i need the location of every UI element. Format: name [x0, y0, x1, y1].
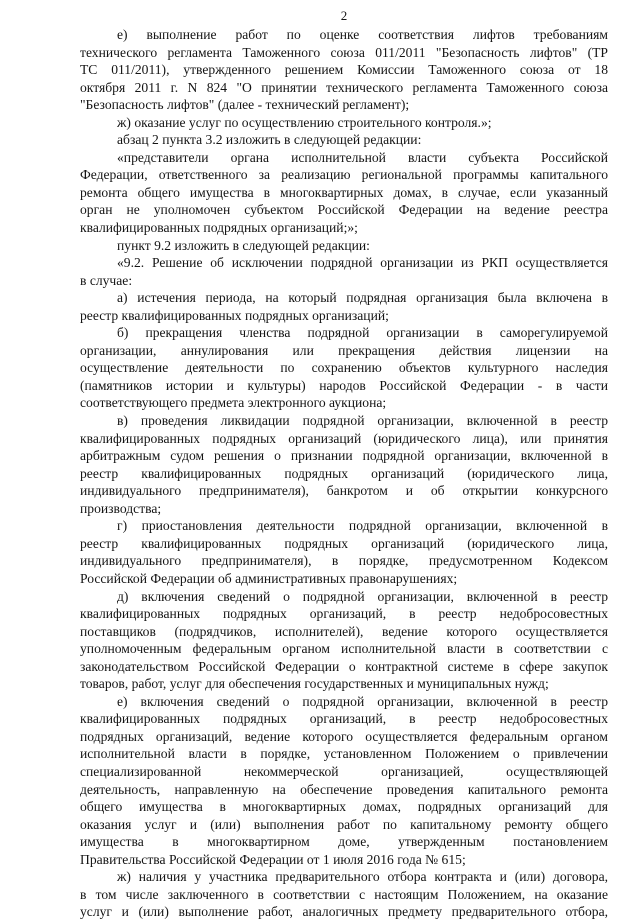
text-line: ТС 011/2011), утвержденного решением Комиссии Таможенного союза от 18	[80, 62, 608, 78]
text-line: квалифицированных подрядных организаций;»;	[80, 220, 358, 236]
text-line: имущества в многоквартирном доме, утвержденным постановлением	[80, 834, 608, 850]
text-line: д) включения сведений о подрядной организации, включенной в реестр	[117, 588, 608, 604]
text-line: уполномоченным федеральным органом исполнительной власти в соответствии с	[80, 641, 608, 657]
text-line: в случае:	[80, 272, 133, 288]
text-line: пункт 9.2 изложить в следующей редакции:	[117, 237, 370, 253]
text-line: общего имущества в многоквартирных домах, подрядных организаций для	[80, 799, 608, 815]
page-number: 2	[340, 8, 348, 23]
text-line: «9.2. Решение об исключении подрядной организации из РКП осуществляется	[117, 255, 608, 271]
text-line: специализированной некоммерческой организацией, осуществляющей	[80, 763, 608, 779]
text-line: г) приостановления деятельности подрядной организации, включенной в	[117, 518, 608, 534]
text-line: технического регламента Таможенного союза 011/2011 "Безопасность лифтов" (ТР	[80, 44, 608, 60]
text-line: Российской Федерации об административных правонарушениях;	[80, 570, 458, 586]
text-line: арбитражным судом решения о признании подрядной организации, включенной в	[80, 448, 608, 464]
text-line: ремонта общего имущества в многоквартирных домах, в случае, если указанный	[80, 184, 608, 200]
text-line: организации, аннулирования или прекращения действия лицензии на	[80, 342, 608, 358]
text-line: квалифицированных подрядных организаций, в реестр недобросовестных	[80, 711, 608, 727]
text-line: (памятников истории и культуры) народов Российской Федерации - в части	[80, 377, 608, 393]
text-line: оказания услуг и (или) выполнения работ по капитальному ремонту общего	[80, 816, 608, 832]
text-line: реестр квалифицированных подрядных организаций;	[80, 307, 389, 323]
text-line: ж) наличия у участника предварительного отбора контракта и (или) договора,	[117, 869, 608, 885]
text-line: производства;	[80, 500, 162, 516]
text-line: абзац 2 пункта 3.2 изложить в следующей редакции:	[117, 132, 422, 148]
text-line: исполнительной власти в порядке, установленном Положением о привлечении	[80, 746, 608, 762]
text-line: поставщиков (подрядчиков, исполнителей), ведение которого осуществляется	[80, 623, 608, 639]
text-line: ж) оказание услуг по осуществлению строительного контроля.»;	[117, 114, 492, 130]
text-line: индивидуального предпринимателя), в порядке, предусмотренном Кодексом	[80, 553, 608, 569]
text-line: услуг и (или) выполнение работ, аналогичных предмету предварительного отбора,	[80, 904, 608, 920]
text-line: орган не уполномочен субъектом Российской Федерации на ведение реестра	[80, 202, 608, 218]
text-line: реестр квалифицированных подрядных организаций (юридического лица,	[80, 535, 608, 551]
text-line: осуществление деятельности по сохранению объектов культурного наследия	[80, 360, 608, 376]
text-line: е) выполнение работ по оценке соответствия лифтов требованиям	[117, 27, 608, 42]
text-line: Правительства Российской Федерации от 1 июля 2016 года № 615;	[80, 851, 466, 867]
text-line: в том числе заключенного в соответствии с настоящим Положением, на оказание	[80, 886, 608, 902]
text-line: Федерации, ответственного за реализацию региональной программы капитального	[80, 167, 608, 183]
text-line: деятельность, направленную на обеспечение проведения капитального ремонта	[80, 781, 608, 797]
text-line: е) включения сведений о подрядной организации, включенной в реестр	[117, 693, 608, 709]
text-line: октября 2011 г. N 824 "О принятии технического регламента Таможенного союза	[80, 79, 608, 95]
document-body	[80, 26, 608, 921]
text-line: квалифицированных подрядных организаций, в реестр недобросовестных	[80, 606, 608, 622]
text-line: товаров, работ, услуг для обеспечения государственных и муниципальных нужд;	[80, 676, 549, 692]
text-line: «представители органа исполнительной власти субъекта Российской	[117, 149, 608, 165]
text-line: "Безопасность лифтов" (далее - технический регламент);	[80, 97, 410, 113]
text-line: реестр квалифицированных подрядных организаций (юридического лица,	[80, 465, 608, 481]
text-line: б) прекращения членства подрядной организации в саморегулируемой	[117, 325, 608, 341]
text-line: квалифицированных подрядных организаций (юридического лица), или принятия	[80, 430, 608, 446]
text-line: в) проведения ликвидации подрядной организации, включенной в реестр	[117, 413, 608, 429]
text-line: законодательством Российской Федерации о контрактной системе в сфере закупок	[80, 658, 608, 674]
text-line: соответствующего предмета электронного аукциона;	[80, 395, 387, 411]
text-line: подрядных организаций, ведение которого осуществляется федеральным органом	[80, 728, 608, 744]
text-line: индивидуального предпринимателя), банкротом и об открытии конкурсного	[80, 483, 608, 499]
text-line: а) истечения периода, на который подрядная организация была включена в	[117, 290, 608, 306]
